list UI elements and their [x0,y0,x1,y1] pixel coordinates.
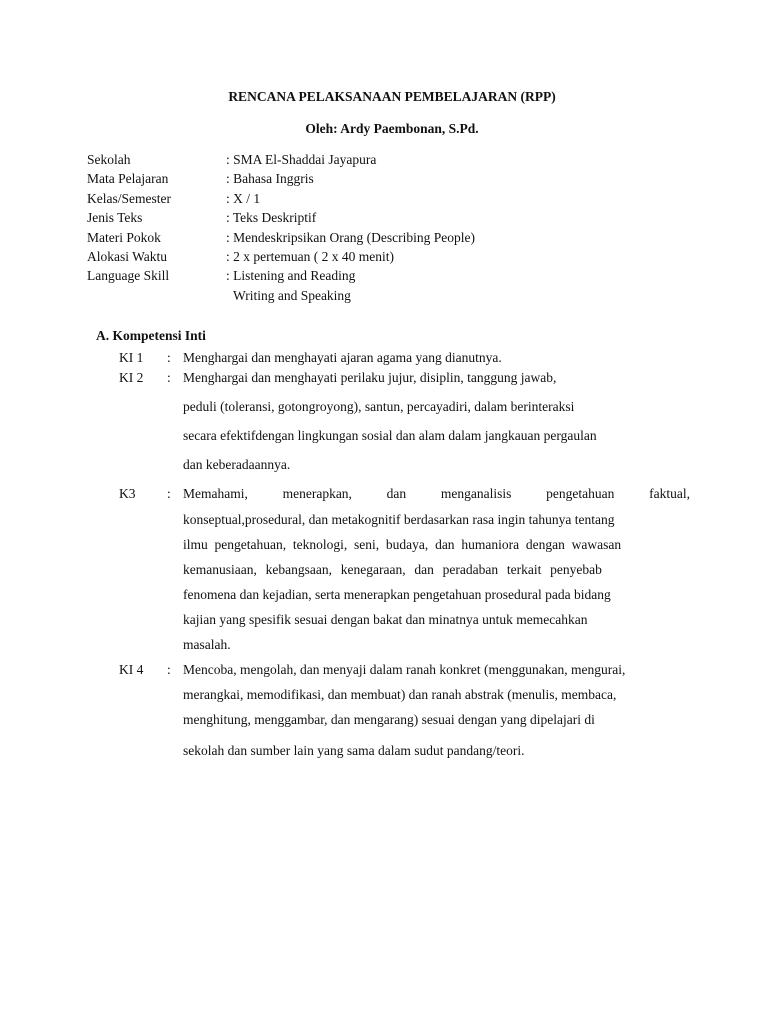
ki-label: KI 1 [119,350,144,365]
ki-text-line-justified [183,486,690,502]
ki-text-line: Mencoba, mengolah, dan menyaji dalam ranah konkret (menggunakan, mengurai, [183,662,626,677]
ki-text-line: masalah. [183,637,231,652]
info-value: : X / 1 [226,190,261,206]
info-value: : Listening and Reading [226,268,356,284]
info-value: : Bahasa Inggris [226,171,314,187]
info-label: Language Skill [87,268,170,284]
ki-text-line: fenomena dan kejadian, serta menerapkan pengetahuan prosedural pada bidang [183,587,611,602]
ki-label: K3 [119,486,136,501]
ki-text-line: ilmu pengetahuan, teknologi, seni, budaya, dan humaniora dengan wawasan [183,537,622,552]
info-label: Sekolah [87,152,131,167]
ki-word: pengetahuan [546,486,615,501]
info-label: Alokasi Waktu [87,248,168,264]
ki-label: KI 2 [119,370,144,385]
info-label: Mata Pelajaran [87,171,169,187]
ki-colon: : [167,486,171,501]
ki-text-line: sekolah dan sumber lain yang sama dalam sudut pandang/teori. [183,743,525,758]
info-value: : Mendeskripsikan Orang (Describing People) [226,229,475,245]
document-author: Oleh: Ardy Paembonan, S.Pd. [305,121,479,136]
ki-word: menganalisis [440,486,512,501]
ki-word: Memahami, [183,486,248,501]
ki-text-line: peduli (toleransi, gotongroyong), santun, percayadiri, dalam berinteraksi [183,399,575,414]
section-heading-kompetensi-inti: A. Kompetensi Inti [96,328,206,343]
ki-text-line: konseptual,prosedural, dan metakognitif berdasarkan rasa ingin tahunya tentang [183,512,615,527]
ki-colon: : [167,350,171,365]
ki-word: menerapkan, [282,486,352,501]
ki-text-line: secara efektifdengan lingkungan sosial dan alam dalam jangkauan pergaulan [183,428,597,443]
info-label: Jenis Teks [87,210,143,226]
ki-text-line: kajian yang spesifik sesuai dengan bakat dan minatnya untuk memecahkan [183,612,588,627]
ki-text-line: merangkai, memodifikasi, dan membuat) dan ranah abstrak (menulis, membaca, [183,687,617,702]
ki-text-line: Menghargai dan menghayati ajaran agama yang dianutnya. [183,350,502,365]
info-label: Materi Pokok [87,229,161,245]
document-title: RENCANA PELAKSANAAN PEMBELAJARAN (RPP) [228,89,556,104]
info-value: : 2 x pertemuan ( 2 x 40 menit) [226,248,394,264]
ki-word: dan [386,486,407,501]
ki-text-line: Menghargai dan menghayati perilaku jujur, disiplin, tanggung jawab, [183,370,557,385]
ki-text-line: dan keberadaannya. [183,457,291,472]
ki-word: faktual, [649,486,690,501]
ki-text-line: kemanusiaan, kebangsaan, kenegaraan, dan peradaban terkait penyebab [183,562,602,577]
ki-label: KI 4 [119,662,144,677]
ki-colon: : [167,370,171,385]
ki-text-line: menghitung, menggambar, dan mengarang) sesuai dengan yang dipelajari di [183,712,595,727]
info-value: : Teks Deskriptif [226,210,317,226]
info-label: Kelas/Semester [87,190,171,206]
ki-colon: : [167,662,171,677]
info-value: : SMA El-Shaddai Jayapura [226,152,377,167]
info-value-continuation: Writing and Speaking [233,287,351,303]
